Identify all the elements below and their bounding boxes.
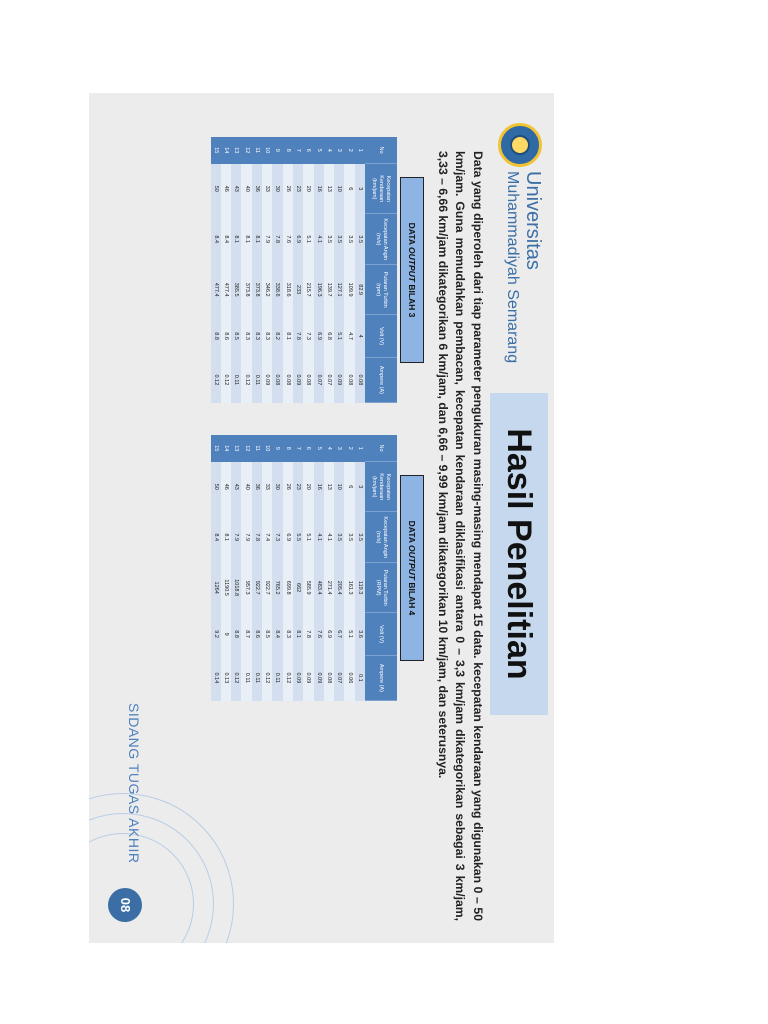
- table-cell: 3: [355, 462, 365, 512]
- table-cell: 0.12: [241, 357, 251, 402]
- table-cell: 11: [252, 137, 262, 164]
- page-title: Hasil Penelitian: [500, 428, 538, 680]
- column-header: Volt (V): [365, 613, 397, 655]
- table-row: [303, 137, 313, 403]
- table-cell: 8.4: [211, 214, 221, 264]
- table-cell: 1264: [211, 562, 221, 612]
- table-cell: 7.6: [283, 214, 293, 264]
- table-cell: 8.6: [252, 613, 262, 655]
- caption-prefix: DATA: [407, 520, 417, 546]
- caption-italic: OUTPUT: [407, 247, 417, 282]
- table-cell: 40: [241, 164, 251, 214]
- column-header: Putaran Turbin (RPM): [365, 562, 397, 612]
- table-row: [344, 137, 354, 403]
- university-subname: Muhammadiyah Semarang: [504, 171, 521, 364]
- table-bilah-4: [211, 435, 424, 701]
- table-cell: 385.5: [231, 264, 241, 314]
- table-cell: 4.1: [314, 214, 324, 264]
- table-cell: 4: [324, 435, 334, 462]
- table-cell: 6: [303, 435, 313, 462]
- table-cell: 0.13: [221, 655, 231, 700]
- table-cell: 233: [293, 264, 303, 314]
- table-cell: 9.2: [211, 613, 221, 655]
- table-cell: 0.08: [324, 655, 334, 700]
- table-cell: 15: [211, 435, 221, 462]
- table-cell: 127.1: [334, 264, 344, 314]
- table-cell: 43: [231, 164, 241, 214]
- table-cell: 1018.8: [231, 562, 241, 612]
- column-header: Ampere (A): [365, 357, 397, 402]
- column-header: No: [365, 435, 397, 462]
- table-row: [231, 435, 241, 701]
- table-cell: 8.6: [221, 315, 231, 357]
- table-cell: 477.4: [211, 264, 221, 314]
- table-cell: 0.09: [262, 357, 272, 402]
- table-cell: 5.1: [344, 613, 354, 655]
- table-cell: 16: [314, 164, 324, 214]
- table-row: [272, 435, 282, 701]
- table-cell: 8.3: [252, 315, 262, 357]
- table-cell: 215.7: [303, 264, 313, 314]
- table-cell: 318.6: [283, 264, 293, 314]
- table-cell: 922.7: [262, 562, 272, 612]
- table-cell: 8.4: [211, 512, 221, 562]
- data-table: [211, 435, 397, 701]
- table-row: [324, 435, 334, 701]
- table-row: [283, 435, 293, 701]
- table-row: [211, 435, 221, 701]
- table-row: [314, 137, 324, 403]
- table-cell: 40: [241, 462, 251, 512]
- table-cell: 8.1: [252, 214, 262, 264]
- title-bar: [490, 393, 548, 715]
- description-paragraph: Data yang diperoleh dari tiap parameter pengukuran masing-masing mendapat 15 data. kecepatan kendaraan yang digunakan 0 – 50 km/jam. Guna memudahkan pembacan, kecepatan kendaraan diklasifikasi antara 0 – 3,3 km/jam dikategorikan sebagai 3 km/jam, 3,33 – 6,66 km/jam dikategorikan 6 km/jam, dan 6,66 – 9,99 km/jam dikategorikan 10 km/jam, dan seterusnya.: [436, 151, 485, 921]
- table-cell: 5.1: [303, 512, 313, 562]
- table-cell: 0.12: [262, 655, 272, 700]
- table-cell: 6: [344, 164, 354, 214]
- table-caption: [400, 475, 424, 661]
- caption-italic: OUTPUT: [407, 545, 417, 580]
- table-cell: 33: [262, 462, 272, 512]
- column-header: No: [365, 137, 397, 164]
- table-cell: 3.5: [355, 512, 365, 562]
- table-cell: 477.4: [221, 264, 231, 314]
- table-cell: 0.08: [283, 357, 293, 402]
- table-row: [231, 137, 241, 403]
- table-cell: 0.12: [283, 655, 293, 700]
- table-cell: 0.09: [293, 357, 303, 402]
- table-cell: 7.8: [293, 315, 303, 357]
- table-cell: 10: [262, 435, 272, 462]
- table-cell: 3.5: [344, 512, 354, 562]
- table-cell: 119.3: [355, 562, 365, 612]
- table-cell: 0.07: [334, 655, 344, 700]
- table-cell: 26: [283, 462, 293, 512]
- table-cell: 0.14: [211, 655, 221, 700]
- table-cell: 957.3: [241, 562, 251, 612]
- table-cell: 161.3: [344, 562, 354, 612]
- table-cell: 338.6: [272, 264, 282, 314]
- table-cell: 8.1: [241, 214, 251, 264]
- column-header: Putaran Turbin (rpm): [365, 264, 397, 314]
- table-cell: 20: [303, 164, 313, 214]
- table-row: [272, 137, 282, 403]
- table-cell: 8: [283, 435, 293, 462]
- university-logo: [498, 123, 542, 167]
- table-cell: 0.08: [355, 357, 365, 402]
- table-row: [334, 435, 344, 701]
- table-row: [262, 435, 272, 701]
- table-cell: 6.8: [324, 315, 334, 357]
- column-header: Kecepatan Kendaraan (km/jam): [365, 164, 397, 214]
- table-cell: 23: [293, 462, 303, 512]
- table-cell: 0.1: [355, 655, 365, 700]
- table-cell: 922.7: [252, 562, 262, 612]
- table-cell: 13: [231, 137, 241, 164]
- table-cell: 10: [334, 462, 344, 512]
- table-cell: 3.5: [324, 214, 334, 264]
- table-row: [241, 137, 251, 403]
- table-cell: 0.08: [303, 357, 313, 402]
- table-cell: 0.11: [241, 655, 251, 700]
- table-cell: 765.2: [272, 562, 282, 612]
- table-cell: 8.1: [231, 214, 241, 264]
- table-cell: 14: [221, 435, 231, 462]
- table-cell: 3.5: [355, 214, 365, 264]
- table-cell: 0.06: [344, 655, 354, 700]
- table-cell: 9: [221, 613, 231, 655]
- table-cell: 3: [334, 435, 344, 462]
- table-row: [262, 137, 272, 403]
- column-header: Kecepatan Angin (m/s): [365, 512, 397, 562]
- table-row: [293, 435, 303, 701]
- table-cell: 3.5: [344, 214, 354, 264]
- table-cell: 50: [211, 164, 221, 214]
- table-cell: 0.12: [221, 357, 231, 402]
- table-cell: 8.5: [231, 315, 241, 357]
- table-cell: 0.11: [252, 357, 262, 402]
- table-cell: 13: [324, 164, 334, 214]
- table-row: [221, 435, 231, 701]
- table-cell: 7: [293, 435, 303, 462]
- table-cell: 2: [344, 137, 354, 164]
- table-cell: 5.1: [334, 315, 344, 357]
- table-cell: 6.7: [334, 613, 344, 655]
- table-cell: 20: [303, 462, 313, 512]
- table-cell: 5: [314, 435, 324, 462]
- table-cell: 3: [355, 164, 365, 214]
- table-cell: 4: [355, 315, 365, 357]
- table-cell: 0.08: [272, 357, 282, 402]
- table-cell: 483.4: [314, 562, 324, 612]
- table-cell: 6.9: [314, 315, 324, 357]
- table-cell: 30: [272, 462, 282, 512]
- table-cell: 0.07: [314, 357, 324, 402]
- table-cell: 8.3: [262, 315, 272, 357]
- data-table: [211, 137, 397, 403]
- table-cell: 0.09: [314, 655, 324, 700]
- table-row: [283, 137, 293, 403]
- table-cell: 82.9: [355, 264, 365, 314]
- table-cell: 109.9: [344, 264, 354, 314]
- table-cell: 139.7: [324, 264, 334, 314]
- table-cell: 16: [314, 462, 324, 512]
- footer-label: SIDANG TUGAS AKHIR: [126, 703, 142, 864]
- table-row: [241, 435, 251, 701]
- table-cell: 8: [283, 137, 293, 164]
- table-cell: 7.4: [262, 512, 272, 562]
- table-cell: 36: [252, 164, 262, 214]
- table-cell: 7.8: [272, 214, 282, 264]
- table-cell: 13: [324, 462, 334, 512]
- column-header: Ampere (A): [365, 655, 397, 700]
- table-cell: 373.8: [252, 264, 262, 314]
- slide: [89, 93, 554, 943]
- table-cell: 3.6: [355, 613, 365, 655]
- table-cell: 585.9: [303, 562, 313, 612]
- table-cell: 5.1: [303, 214, 313, 264]
- table-cell: 46: [221, 164, 231, 214]
- table-cell: 2: [344, 435, 354, 462]
- table-cell: 6: [303, 137, 313, 164]
- table-cell: 0.11: [272, 655, 282, 700]
- table-cell: 7.3: [272, 512, 282, 562]
- table-row: [334, 137, 344, 403]
- table-cell: 7.9: [231, 512, 241, 562]
- table-cell: 5.5: [293, 512, 303, 562]
- table-cell: 7.6: [314, 613, 324, 655]
- table-cell: 4.7: [344, 315, 354, 357]
- table-row: [324, 137, 334, 403]
- table-cell: 30: [272, 164, 282, 214]
- table-row: [293, 137, 303, 403]
- table-cell: 7: [293, 137, 303, 164]
- table-cell: 15: [211, 137, 221, 164]
- table-cell: 1190.5: [221, 562, 231, 612]
- table-cell: 1: [355, 435, 365, 462]
- column-header: Kecepatan Angin (m/s): [365, 214, 397, 264]
- table-cell: 7.9: [262, 214, 272, 264]
- table-cell: 8.1: [221, 512, 231, 562]
- table-cell: 12: [241, 435, 251, 462]
- caption-suffix: BILAH 3: [407, 281, 417, 318]
- table-cell: 8.8: [231, 613, 241, 655]
- table-cell: 13: [231, 435, 241, 462]
- table-cell: 11: [252, 435, 262, 462]
- table-cell: 6.9: [324, 613, 334, 655]
- table-cell: 26: [283, 164, 293, 214]
- table-cell: 10: [334, 164, 344, 214]
- table-cell: 373.8: [241, 264, 251, 314]
- table-cell: 8.1: [283, 315, 293, 357]
- table-cell: 8.3: [283, 613, 293, 655]
- table-row: [252, 435, 262, 701]
- table-cell: 9: [272, 137, 282, 164]
- table-row: [344, 435, 354, 701]
- table-row: [252, 137, 262, 403]
- table-cell: 699.8: [283, 562, 293, 612]
- table-cell: 4: [324, 137, 334, 164]
- table-cell: 0.12: [211, 357, 221, 402]
- table-cell: 271.4: [324, 562, 334, 612]
- table-cell: 8.1: [293, 613, 303, 655]
- table-cell: 0.09: [303, 655, 313, 700]
- table-cell: 23: [293, 164, 303, 214]
- table-cell: 50: [211, 462, 221, 512]
- page-number: 08: [108, 888, 142, 922]
- table-cell: 0.07: [324, 357, 334, 402]
- table-cell: 4.1: [314, 512, 324, 562]
- table-cell: 33: [262, 164, 272, 214]
- table-cell: 10: [262, 137, 272, 164]
- table-cell: 0.12: [231, 655, 241, 700]
- table-cell: 4.1: [324, 512, 334, 562]
- table-row: [211, 137, 221, 403]
- table-cell: 8.8: [211, 315, 221, 357]
- table-row: [303, 435, 313, 701]
- table-cell: 0.09: [293, 655, 303, 700]
- table-cell: 7.8: [303, 613, 313, 655]
- caption-suffix: BILAH 4: [407, 579, 417, 616]
- table-row: [221, 137, 231, 403]
- slide-content: [89, 93, 554, 943]
- table-cell: 12: [241, 137, 251, 164]
- table-caption: [400, 177, 424, 363]
- table-cell: 8.3: [241, 315, 251, 357]
- table-cell: 3.5: [334, 214, 344, 264]
- university-name: Universitas: [522, 171, 544, 270]
- table-cell: 8.4: [221, 214, 231, 264]
- table-cell: 7.8: [252, 512, 262, 562]
- table-cell: 8.4: [272, 613, 282, 655]
- table-cell: 3.5: [334, 512, 344, 562]
- column-header: Volt (V): [365, 315, 397, 357]
- table-cell: 6.9: [293, 214, 303, 264]
- table-cell: 8.5: [262, 613, 272, 655]
- table-cell: 46: [221, 462, 231, 512]
- table-cell: 346.2: [262, 264, 272, 314]
- table-cell: 205.4: [334, 562, 344, 612]
- caption-prefix: DATA: [407, 222, 417, 248]
- table-row: [355, 435, 365, 701]
- table-cell: 36: [252, 462, 262, 512]
- table-cell: 6.9: [283, 512, 293, 562]
- table-cell: 8.7: [241, 613, 251, 655]
- table-cell: 196.3: [314, 264, 324, 314]
- table-cell: 7.3: [303, 315, 313, 357]
- table-cell: 1: [355, 137, 365, 164]
- table-cell: 5: [314, 137, 324, 164]
- table-cell: 8.2: [272, 315, 282, 357]
- table-cell: 9: [272, 435, 282, 462]
- table-cell: 0.08: [344, 357, 354, 402]
- table-cell: 0.11: [252, 655, 262, 700]
- table-cell: 43: [231, 462, 241, 512]
- table-cell: 662: [293, 562, 303, 612]
- table-cell: 0.11: [231, 357, 241, 402]
- table-bilah-3: [211, 137, 424, 403]
- logo-emblem: [510, 135, 530, 155]
- table-cell: 3: [334, 137, 344, 164]
- table-cell: 7.9: [241, 512, 251, 562]
- table-cell: 0.09: [334, 357, 344, 402]
- table-row: [355, 137, 365, 403]
- column-header: Kecepatan Kendaraan (km/jam): [365, 462, 397, 512]
- table-cell: 14: [221, 137, 231, 164]
- table-cell: 6: [344, 462, 354, 512]
- table-row: [314, 435, 324, 701]
